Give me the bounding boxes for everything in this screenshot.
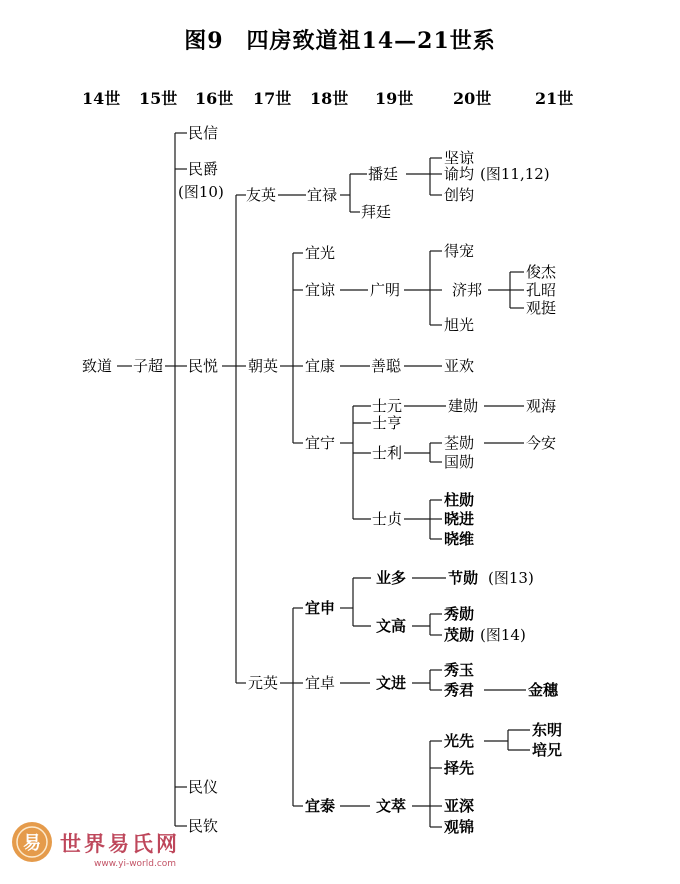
person-name: 秀君 [444, 681, 475, 699]
generation-label: 14世 [82, 89, 121, 108]
connector-lines [117, 133, 530, 827]
person-name: 致道 [82, 357, 113, 375]
seal-glyph: 易 [23, 833, 41, 854]
person-name: 士利 [372, 444, 403, 462]
person-name: 文进 [376, 674, 407, 692]
generation-label: 15世 [139, 89, 178, 108]
person-name: 民钦 [188, 817, 219, 835]
person-name: 亚欢 [444, 357, 475, 375]
person-name: 宜泰 [305, 797, 336, 815]
generation-header [82, 89, 573, 108]
person-name: 观挺 [526, 299, 557, 317]
person-name: 士贞 [372, 510, 403, 528]
person-name: 宜卓 [305, 674, 336, 692]
person-name: 孔昭 [526, 281, 557, 299]
person-name: 荃勋 [444, 434, 475, 452]
generation-label: 21世 [535, 89, 574, 108]
person-name: 拜廷 [361, 203, 392, 221]
person-name: 谕均 [444, 165, 475, 183]
person-name: 晓维 [444, 530, 475, 548]
person-name: 俊杰 [526, 263, 557, 281]
person-name: 朝英 [248, 357, 279, 375]
person-name: 广明 [370, 281, 401, 299]
person-name: 宜康 [305, 357, 336, 375]
generation-label: 17世 [253, 89, 292, 108]
person-name: 建勋 [448, 397, 479, 415]
person-name: 文萃 [376, 797, 407, 815]
person-name: 亚深 [444, 797, 475, 815]
person-name: 坚谅 [444, 149, 475, 167]
figure-reference: (图11,12) [480, 165, 550, 183]
person-name: 子超 [133, 357, 164, 375]
person-name: 节勋 [448, 569, 479, 587]
person-name: 观锦 [444, 818, 475, 836]
figure-reference: (图10) [178, 183, 224, 201]
person-name: 宜谅 [305, 281, 336, 299]
person-name: 今安 [526, 434, 557, 452]
figure-reference: (图13) [488, 569, 534, 587]
person-name: 民爵 [188, 160, 219, 178]
person-name: 善聪 [371, 357, 402, 375]
figure-reference: (图14) [480, 626, 526, 644]
person-name: 创钧 [444, 186, 475, 204]
watermark-url: www.yi-world.com [94, 859, 177, 869]
watermark [12, 822, 180, 869]
person-name: 晓进 [444, 510, 475, 528]
person-name: 秀勋 [444, 605, 475, 623]
person-name: 培兄 [532, 741, 563, 759]
person-name: 播廷 [368, 165, 399, 183]
generation-label: 19世 [375, 89, 414, 108]
person-name: 金穗 [528, 681, 559, 699]
person-name: 旭光 [444, 316, 475, 334]
person-name: 元英 [248, 674, 279, 692]
person-name: 宜光 [305, 244, 336, 262]
person-name: 东明 [532, 721, 563, 739]
person-name: 宜申 [305, 599, 336, 617]
watermark-name: 世界易氏网 [60, 831, 180, 856]
person-name: 民悦 [188, 357, 219, 375]
person-name: 光先 [444, 732, 475, 750]
person-name: 士元 [372, 397, 403, 415]
person-name: 国勋 [444, 453, 475, 471]
generation-label: 20世 [453, 89, 492, 108]
person-name: 观海 [526, 397, 557, 415]
generation-label: 18世 [310, 89, 349, 108]
person-name: 宜宁 [305, 434, 336, 452]
person-name: 济邦 [452, 281, 483, 299]
person-name: 秀玉 [444, 661, 475, 679]
person-name: 业多 [376, 569, 407, 587]
person-name: 民仪 [188, 778, 219, 796]
names [82, 124, 562, 836]
person-name: 择先 [444, 759, 475, 777]
person-name: 得宠 [444, 242, 475, 260]
person-name: 友英 [246, 186, 277, 204]
person-name: 宜禄 [307, 186, 338, 204]
person-name: 茂勋 [444, 626, 475, 644]
person-name: 民信 [188, 124, 219, 142]
diagram-title: 图9 四房致道祖14—21世系 [184, 28, 496, 54]
person-name: 士亨 [372, 414, 403, 432]
person-name: 文高 [376, 617, 407, 635]
person-name: 柱勋 [444, 491, 475, 509]
generation-label: 16世 [195, 89, 234, 108]
